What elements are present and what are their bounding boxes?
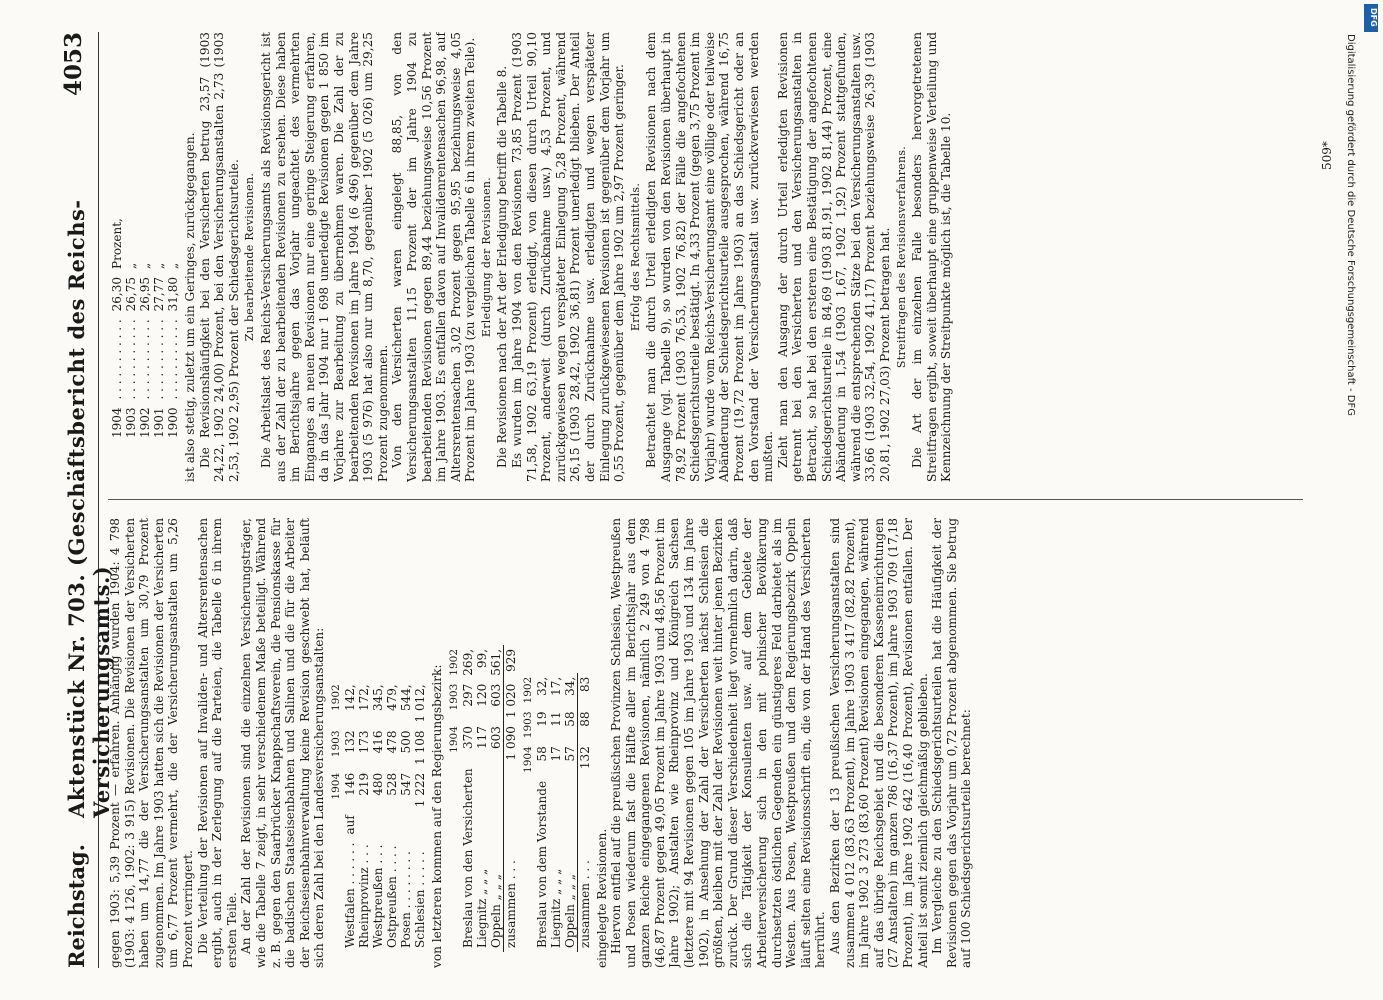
section-heading: Zu bearbeitende Revisionen. — [243, 172, 257, 342]
table-row: Ostpreußen . . . . 528 478 479, — [384, 684, 399, 948]
paragraph: Aus den Bezirken der 13 preußischen Versicherungsanstalten sind zusammen 4 012 (83,63 Prozent), im Jahre 1903 3 417 (82,82 Prozent), im Jahre 1902 3 273 (83,60 Prozent) Revisionen eingegangen, während auf das übrige Reichsgebiet und die besonderen Kasseneinrichtungen (27 Anstalten) im ganzen 786 (16,37 Prozent), im Jahre 1903 709 (17,18 Prozent), im Jahre 1902 642 (16,40 Prozent), Revisionen entfallen. Der Anteil ist somit ziemlich gleichmäßig geblieben. — [828, 518, 930, 968]
paragraph: Zieht man den Ausgang der durch Urteil erledigten Revisionen getrennt bei den Versicherten und den Versicherungsanstalten in Betracht, so hat bei den ersteren eine Bestätigung der angefochtenen Schiedsgerichtsurteile in 84,69 (1903 81,91, 1902 81,44) Prozent, eine Abänderung in 1,54 (1903 1,67, 1902 1,92) Prozent stattgefunden, während die entsprechenden Sätze bei den Versicherungsanstalten usw. 33,66 (1903 32,54, 1902 41,17) Prozent beziehungsweise 26,39 (1903 20,81, 1902 27,03) Prozent betragen hat. — [775, 32, 892, 482]
table-row: Schlesien . . . . . 1 222 1 108 1 012, — [412, 684, 427, 948]
table-row: Liegnitz „ „ „ 117 120 99, — [474, 648, 489, 948]
table-row: Westfalen . . . . . . auf 146 132 142, — [342, 684, 357, 948]
paragraph: Die Revisionshäufigkeit bei den Versicherten betrug 23,57 (1903 24,22, 1902 24,00) Prozent, bei den Versicherungsanstalten 2,73 (1903 2,53, 1902 2,95) Prozent der Schiedsgerichtsurteile. — [197, 32, 241, 482]
column-header: 1902 — [329, 684, 342, 712]
table-row: 1902 . . . . . . . . . . . 26,95 „ — [138, 262, 152, 438]
column-header: 1902 — [447, 648, 460, 676]
table-row: Rheinprovinz . . . 219 173 172, — [356, 684, 371, 948]
table-revisionshaeufigkeit — [110, 214, 180, 442]
table-row: Oppeln „ „ „ 603 603 561, — [488, 648, 503, 948]
column-header: 1904 — [329, 772, 342, 800]
table-regierungsbezirk-versicherte — [447, 645, 518, 952]
column-header: 1904 — [521, 746, 534, 773]
header-left: Reichstag. — [64, 844, 89, 968]
digitization-credit: Digitalisierung gefördert durch die Deutsche Forschungsgemeinschaft - DFG — [1345, 34, 1356, 417]
paragraph: Die Art der im einzelnen Falle besonders hervorgetretenen Streitfragen ergibt, soweit überhaupt eine gruppenweise Verteilung und Kennzeichnung der Streitpunkte möglich ist, die Tabelle 10. — [910, 32, 954, 482]
table-row: Oppeln „ „ „ 57 58 34, — [562, 676, 577, 948]
table-row: 1903 . . . . . . . . . . . 26,75 „ — [124, 262, 138, 438]
section-heading: Erledigung der Revisionen. — [479, 176, 493, 338]
paragraph: von letzteren kommen auf den Regierungsbezirk: — [429, 664, 444, 968]
sheet-number: 509* — [1320, 141, 1334, 170]
section-heading: Streitfragen des Revisionsverfahrens. — [894, 145, 908, 369]
paragraph: Es wurden im Jahre 1904 von den Revisionen 73,85 Prozent (1903 71,58, 1902 63,19 Prozent) erledigt, von diesen durch Urteil 90,10 Prozent, anderweit (durch Zurücknahme usw.) 4,53 Prozent, und zurückgewiesen wegen verspäteter Einlegung 5,28 Prozent, während 26,15 (1903 28,42, 1902 36,81) Prozent unerledigt blieben. Der Anteil der durch Zurücknahme usw. erledigten und wegen verspäteter Einlegung zurückgewiesenen Revisionen ist gegenüber dem Vorjahr um 0,55 Prozent, gegenüber dem Jahre 1902 um 2,97 Prozent geringer. — [510, 32, 627, 482]
paragraph: gegen 1903: 5,39 Prozent — erfahren. Anhängig wurden 1904: 4 798 (1903: 4 126, 1902: 3 915) Revisionen. Die Revisionen der Versicherten haben um 14,77 die der Versicherungsanstalten um 30,79 Prozent zugenommen. Im Jahre 1903 hatten sich die Revisionen der Versicherten um 6,77 Prozent vermehrt, die der Versicherungsanstalten um 5,26 Prozent verringert. — [108, 518, 195, 968]
paragraph: eingelegte Revisionen. — [594, 828, 609, 968]
paragraph: Hiervon entfiel auf die preußischen Provinzen Schlesien, Westpreußen und Posen wiederum fast die Hälfte aller im Berichtsjahr aus dem ganzen Reiche eingegangenen Revisionen, nämlich 2 249 von 4 798 (46,87 Prozent gegen 49,05 Prozent im Jahre 1903 und 48,56 Prozent im Jahre 1902); Anstalten wie Rheinprovinz und Königreich Sachsen (letztere mit 94 Revisionen gegen 105 im Jahre 1903 und 134 im Jahre 1902), in Ansehung der Zahl der Versicherten nächst Schlesien die größten, bleiben mit der Zahl der Revisionen weit hinter jenen Bezirken zurück. Der Grund dieser Verschiedenheit liegt vornehmlich darin, daß sich die Tätigkeit der Konsulenten usw. auf dem Gebiete der Arbeiterversicherung sich in den mit polnischer Bevölkerung durchsetzten östlichen Gegenden ein günstigeres Feld darbietet als im Westen. Aus Posen, Westpreußen und dem Regierungsbezirk Oppeln läuft selten eine Revisionsschrift ein, die von der Hand des Versicherten herrührt. — [609, 518, 828, 968]
right-column — [108, 32, 1308, 482]
table-sum-row: zusammen . . . 1 090 1 020 929 — [503, 645, 518, 952]
column-header: 1903 — [447, 683, 460, 711]
table-row: 1900 . . . . . . . . . . . 31,80 „ — [166, 262, 180, 438]
page-number: 4053 — [60, 32, 87, 97]
paragraph: ist also stetig, zuletzt um ein Geringes, zurückgegangen. — [183, 132, 197, 482]
header-title: Aktenstück Nr. 703. (Geschäftsbericht des Reichs-Versicherungsamts.) — [64, 199, 114, 818]
table-sum-row: zusammen . . . 132 88 83 — [577, 673, 592, 952]
table-row: Westpreußen . . . 480 416 345, — [370, 684, 385, 948]
table-row: Posen . . . . . . . . 547 500 544, — [398, 684, 413, 948]
paragraph: Die Verteilung der Revisionen auf Invaliden- und Altersrentensachen ergibt, auch in der Zerlegung auf die Parteien, die Tabelle 6 in ihrem ersten Teile. — [195, 518, 239, 968]
paragraph: An der Zahl der Revisionen sind die einzelnen Versicherungsträger, wie die Tabelle 7 zeigt, in sehr verschiedenem Maße beteiligt. Während z. B. gegen den Saarbrücker Knappschaftsverein, die Pensionskasse für die badischen Staatseisenbahnen und Salinen und die für die Arbeiter der Reichseisenbahnverwaltung keine Revision geschwebt hat, beläuft sich deren Zahl bei den Landesversicherungsanstalten: — [239, 518, 327, 968]
column-divider — [108, 499, 1303, 500]
paragraph: Betrachtet man die durch Urteil erledigten Revisionen nach dem Ausgange (vgl. Tabelle 9), so wurden von den Revisionen überhaupt in 78,92 Prozent (1903 76,53, 1902 76,82) der Fälle die angefochtenen Schiedsgerichtsurteile bestätigt. In 4,33 Prozent (gegen 3,75 Prozent im Vorjahr) wurde vom Reichs-Versicherungsamt eine völlige oder teilweise Abänderung der Schiedsgerichtsurteile ausgesprochen, während 16,75 Prozent (19,72 Prozent im Jahre 1903) an das Schiedsgericht oder an den Vorstand der Versicherungsanstalt usw. zurückverwiesen werden mußten. — [644, 32, 776, 482]
table-row: Breslau von dem Vorstande 58 19 32, — [534, 676, 549, 948]
left-column — [108, 518, 1308, 968]
paragraph: Die Arbeitslast des Reichs-Versicherungsamts als Revisionsgericht ist aus der Zahl der zu bearbeitenden Revisionen zu ersehen. Diese haben im Berichtsjahre gegen das Vorjahr ungeachtet des vermehrten Einganges an neuen Revisionen nur eine geringe Steigerung erfahren, da in das Jahr 1904 nur 1 698 unerledigte Revisionen gegen 1 850 im Vorjahre zur Bearbeitung zu übernehmen waren. Die Zahl der zu bearbeitenden Revisionen im Jahre 1904 (6 496) gegenüber dem Jahre 1903 (5 976) hat also nur um 8,70, gegenüber 1902 (5 026) um 29,25 Prozent zugenommen. — [258, 32, 390, 482]
column-header: 1903 — [521, 711, 534, 739]
page-header — [58, 32, 114, 968]
column-header: 1903 — [329, 730, 342, 758]
table-regierungsbezirk-vorstand — [521, 673, 592, 952]
paragraph: Von den Versicherten waren eingelegt 88,85, von den Versicherungsanstalten 11,15 Prozent der im Jahre 1904 zu bearbeitenden Revisionen gegen 89,44 beziehungsweise 10,56 Prozent im Jahre 1903. Es entfallen davon auf Invalidenrentensachen 96,98, auf Altersrentensachen 3,02 Prozent gegen 95,95 beziehungsweise 4,05 Prozent im Jahre 1903 (zu vergleichen Tabelle 6 in ihrem zweiten Teile). — [390, 32, 478, 482]
table-landesversicherungsanstalten — [329, 680, 427, 952]
column-header: 1904 — [447, 726, 460, 753]
column-header: 1902 — [521, 676, 534, 704]
paragraph: Im Vergleiche zu den Schiedsgerichtsurteilen hat die Häufigkeit der Revisionen gegen das Vorjahr um 0,72 Prozent abgenommen. Sie betrug auf 100 Schiedsgerichtsurteile berechnet: — [930, 518, 974, 968]
dfg-logo: DFG — [1364, 4, 1378, 32]
table-row: Liegnitz „ „ „ 17 11 17, — [548, 676, 563, 948]
table-row: 1901 . . . . . . . . . . . 27,77 „ — [152, 262, 166, 438]
table-row: 1904 . . . . . . . . . . . 26,30 Prozent, — [110, 218, 124, 438]
paragraph: Die Revisionen nach der Art der Erledigung betrifft die Tabelle 8. — [495, 65, 510, 468]
table-row: Breslau von den Versicherten 370 297 269, — [460, 648, 475, 948]
section-heading: Erfolg des Rechtsmittels. — [628, 182, 642, 332]
